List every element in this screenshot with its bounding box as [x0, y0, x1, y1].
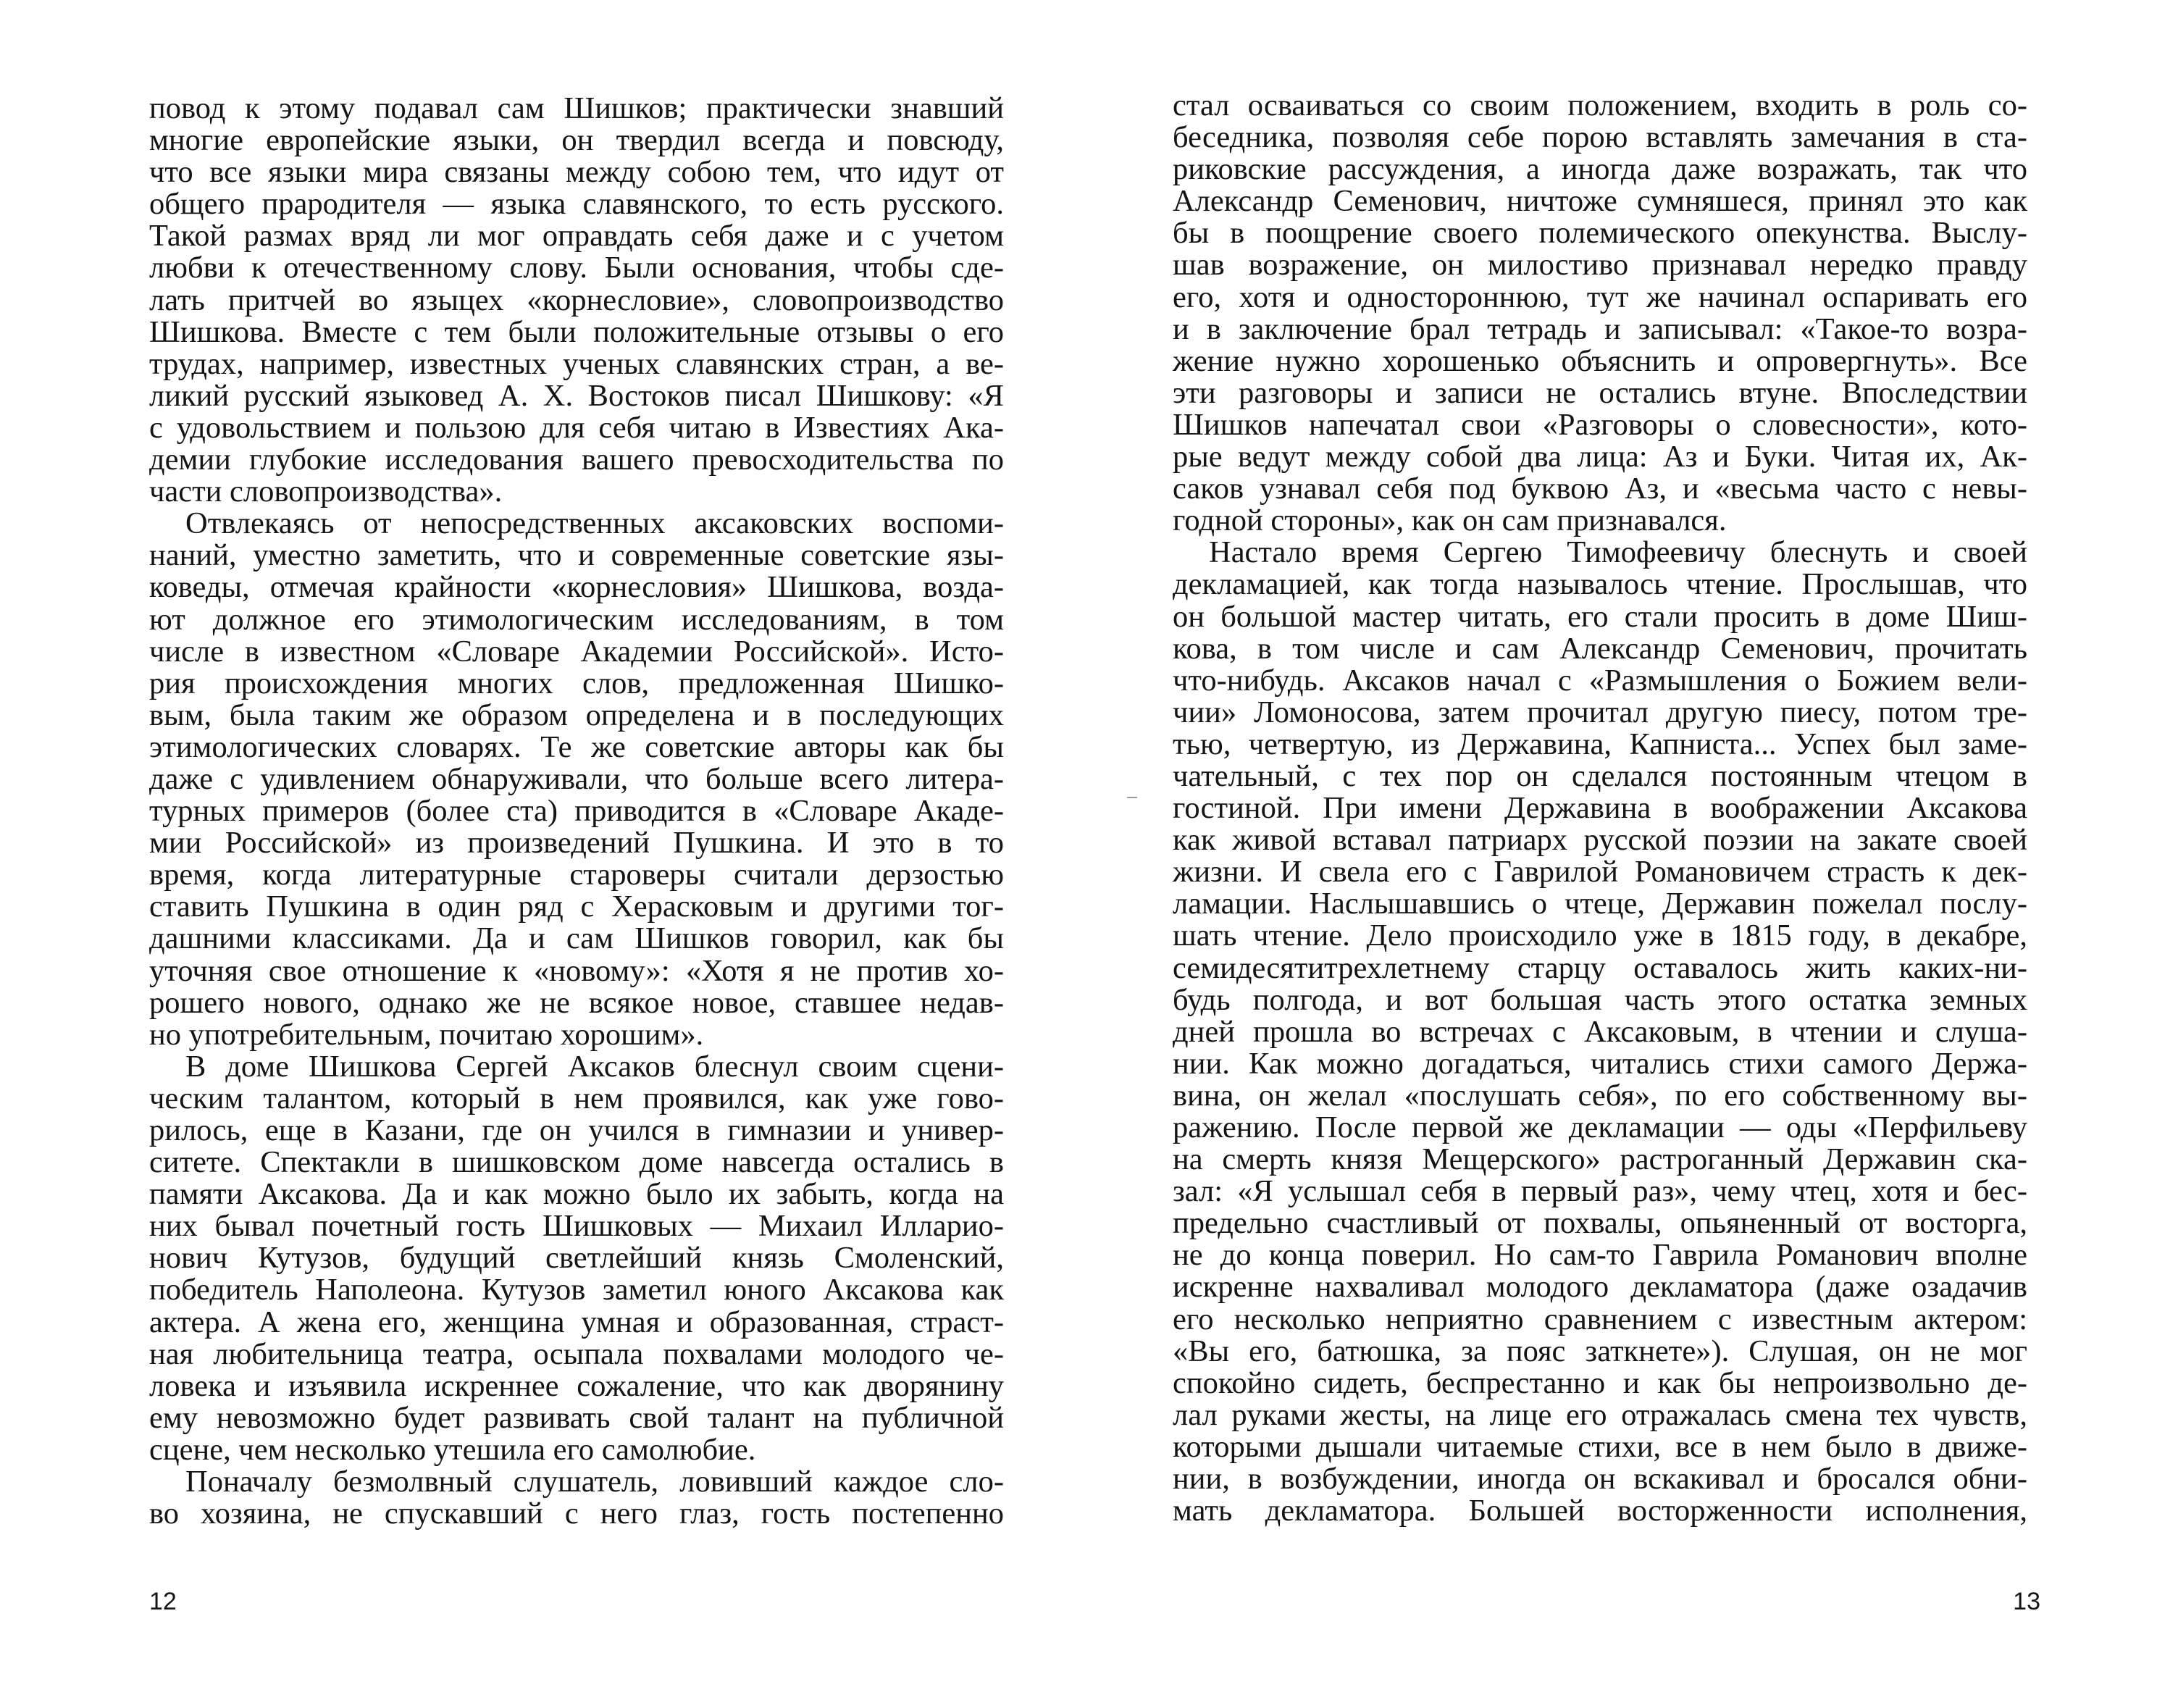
text-line: чательный, с тех пор он сделался постоянным чтецом в	[1173, 758, 2027, 793]
text-line: время, когда литературные староверы считали дерзостью	[149, 858, 1004, 892]
text-line: Поначалу безмолвный слушатель, ловивший каждое сло-	[185, 1465, 1004, 1499]
text-line: уточняя свое отношение к «новому»: «Хотя я не против хо-	[149, 953, 1004, 988]
text-line: Настало время Сергею Тимофеевичу блеснуть и своей	[1209, 535, 2027, 570]
left-page	[0, 0, 1078, 1708]
text-line: гостиной. При имени Державина в воображении Аксакова	[1173, 791, 2027, 826]
text-line: что все языки мира связаны между собою тем, что идут от	[149, 155, 1004, 190]
text-line: искренне нахваливал молодого декламатора (даже озадачив	[1173, 1270, 2027, 1305]
text-line: ражению. После первой же декламации — оды «Перфильеву	[1173, 1110, 2027, 1144]
text-line: рошего нового, однако же не всякое новое, ставшее недав-	[149, 985, 1004, 1020]
text-line: бы в поощрение своего полемического опекунства. Выслу-	[1173, 216, 2027, 251]
text-line: но употребительным, почитаю хорошим».	[149, 1017, 704, 1052]
text-line: кова, в том числе и сам Александр Семенович, прочитать	[1173, 631, 2027, 666]
text-line: ламации. Наслышавшись о чтеце, Державин пожелал послу-	[1173, 887, 2027, 921]
text-line: его, хотя и одностороннюю, тут же начинал оспаривать его	[1173, 280, 2027, 314]
text-line: победитель Наполеона. Кутузов заметил юного Аксакова как	[149, 1273, 1004, 1307]
text-line: этимологических словарях. Те же советские авторы как бы	[149, 729, 1004, 764]
right-page-number: 13	[2013, 1588, 2040, 1615]
text-line: он большой мастер читать, его стали просить в доме Шиш-	[1173, 599, 2027, 634]
text-line: трудах, например, известных ученых славянских стран, а ве-	[149, 346, 1004, 381]
text-line: ситете. Спектакли в шишковском доме навсегда остались в	[149, 1145, 1004, 1180]
text-line: как живой вставал патриарх русской поэзии на закате своей	[1173, 823, 2027, 858]
text-line: нии. Как можно догадаться, читались стихи самого Держа-	[1173, 1046, 2027, 1081]
text-line: памяти Аксакова. Да и как можно было их забыть, когда на	[149, 1177, 1004, 1212]
text-line: нии, в возбуждении, иногда он вскакивал и бросался обни-	[1173, 1462, 2027, 1496]
text-line: части словопроизводства».	[149, 474, 503, 509]
text-line: семидесятитрехлетнему старцу оставалось жить каких-ни-	[1173, 950, 2027, 985]
text-line: мии Российской» из произведений Пушкина. И это в то	[149, 826, 1004, 861]
text-line: даже с удивлением обнаруживали, что больше всего литера-	[149, 761, 1004, 796]
text-line: декламацией, как тогда называлось чтение. Прослышав, что	[1173, 567, 2027, 602]
text-line: спокойно сидеть, беспрестанно и как бы непроизвольно де-	[1173, 1365, 2027, 1400]
text-line: саков узнавал себя под буквою Аз, и «весьма часто с невы-	[1173, 472, 2027, 506]
text-line: В доме Шишкова Сергей Аксаков блеснул своим сцени-	[185, 1049, 1004, 1084]
text-line: повод к этому подавал сам Шишков; практически знавший	[149, 91, 1004, 125]
text-line: с удовольствием и пользою для себя читаю в Известиях Ака-	[149, 410, 1004, 445]
text-line: беседника, позволяя себе порою вставлять замечания в ста-	[1173, 120, 2027, 155]
text-line: на смерть князя Мещерского» растроганный Державин ска-	[1173, 1142, 2027, 1177]
text-line: и в заключение брал тетрадь и записывал: «Такое-то возра-	[1173, 311, 2027, 346]
text-line: общего прародителя — языка славянского, то есть русского.	[149, 187, 1004, 222]
text-line: жение нужно хорошенько объяснить и опровергнуть». Все	[1173, 343, 2027, 378]
left-page-text	[149, 93, 1004, 1530]
text-line: ему невозможно будет развивать свой талант на публичной	[149, 1400, 1004, 1435]
text-line: тью, четвертую, из Державина, Капниста... Успех был заме-	[1173, 727, 2027, 761]
text-line: турных примеров (более ста) приводится в «Словаре Акаде-	[149, 794, 1004, 829]
text-line: наний, уместно заметить, что и современные советские язы-	[149, 538, 1004, 573]
text-line: актера. А жена его, женщина умная и образованная, страст-	[149, 1305, 1004, 1339]
text-line: будь полгода, и вот большая часть этого остатка земных	[1173, 982, 2027, 1017]
text-line: Отвлекаясь от непосредственных аксаковских воспоми-	[185, 506, 1004, 541]
text-line: «Вы его, батюшка, за пояс заткнете»). Слушая, он не мог	[1173, 1334, 2027, 1368]
text-line: Шишков напечатал свои «Разговоры о словесности», кото-	[1173, 407, 2027, 442]
text-line: лал руками жесты, на лице его отражалась смена тех чувств,	[1173, 1397, 2027, 1432]
text-line: вым, была таким же образом определена и в последующих	[149, 698, 1004, 732]
text-line: вина, он желал «послушать себя», по его собственному вы-	[1173, 1078, 2027, 1113]
text-line: ловека и изъявила искреннее сожаление, что как дворянину	[149, 1368, 1004, 1403]
text-line: шать чтение. Дело происходило уже в 1815 году, в декабре,	[1173, 918, 2027, 953]
text-line: ликий русский языковед А. Х. Востоков писал Шишкову: «Я	[149, 378, 1004, 413]
text-line: Александр Семенович, ничтоже сумняшеся, принял это как	[1173, 184, 2027, 219]
right-page-text	[1173, 90, 2027, 1527]
text-line: рилось, еще в Казани, где он учился в гимназии и универ-	[149, 1113, 1004, 1147]
text-line: годной стороны», как он сам признавался.	[1173, 503, 1727, 538]
text-line: эти разговоры и записи не остались втуне. Впоследствии	[1173, 375, 2027, 410]
text-line: Шишкова. Вместе с тем были положительные отзывы о его	[149, 314, 1004, 349]
text-line: ная любительница театра, осыпала похвалами молодого че-	[149, 1336, 1004, 1371]
text-line: его несколько неприятно сравнением с известным актером:	[1173, 1302, 2027, 1336]
text-line: жизни. И свела его с Гаврилой Романовичем страсть к дек-	[1173, 855, 2027, 889]
text-line: Такой размах вряд ли мог оправдать себя даже и с учетом	[149, 219, 1004, 254]
text-line: коведы, отмечая крайности «корнесловия» Шишкова, возда-	[149, 570, 1004, 605]
text-line: которыми дышали читаемые стихи, все в нем было в движе-	[1173, 1429, 2027, 1464]
text-line: ческим талантом, который в нем проявился, как уже гово-	[149, 1081, 1004, 1115]
text-line: дней прошла во встречах с Аксаковым, в чтении и слуша-	[1173, 1014, 2027, 1049]
text-line: мать декламатора. Большей восторженности исполнения,	[1173, 1494, 2027, 1528]
text-line: ют должное его этимологическим исследованиям, в том	[149, 602, 1004, 637]
text-line: риковские рассуждения, а иногда даже возражать, так что	[1173, 152, 2027, 187]
text-line: не до конца поверил. Но сам-то Гаврила Романович вполне	[1173, 1238, 2027, 1273]
text-line: многие европейские языки, он твердил всегда и повсюду,	[149, 123, 1004, 158]
text-line: лать притчей во языцех «корнесловие», словопроизводство	[149, 282, 1004, 317]
text-line: сцене, чем несколько утешила его самолюбие.	[149, 1432, 756, 1467]
text-line: что-нибудь. Аксаков начал с «Размышления о Божием вели-	[1173, 663, 2027, 698]
text-line: во хозяина, не спускавший с него глаз, гость постепенно	[149, 1496, 1004, 1531]
left-page-number: 12	[149, 1588, 177, 1615]
text-line: любви к отечественному слову. Были основания, чтобы сде-	[149, 251, 1004, 285]
text-line: предельно счастливый от похвалы, опьяненный от восторга,	[1173, 1206, 2027, 1241]
text-line: числе в известном «Словаре Академии Российской». Исто-	[149, 634, 1004, 669]
text-line: рия происхождения многих слов, предложенная Шишко-	[149, 666, 1004, 700]
text-line: чии» Ломоносова, затем прочитал другую пиесу, потом тре-	[1173, 695, 2027, 729]
text-line: нович Кутузов, будущий светлейший князь Смоленский,	[149, 1241, 1004, 1276]
text-line: стал осваиваться со своим положением, входить в роль со-	[1173, 88, 2027, 122]
text-line: рые ведут между собой два лица: Аз и Буки. Читая их, Ак-	[1173, 440, 2027, 474]
right-page	[1078, 0, 2157, 1708]
text-line: ставить Пушкина в один ряд с Херасковым и другими тог-	[149, 889, 1004, 924]
text-line: дашними классиками. Да и сам Шишков говорил, как бы	[149, 921, 1004, 956]
text-line: демии глубокие исследования вашего превосходительства по	[149, 443, 1004, 477]
text-line: шав возражение, он милостиво признавал нередко правду	[1173, 248, 2027, 282]
text-line: зал: «Я услышал себя в первый раз», чему чтец, хотя и бес-	[1173, 1174, 2027, 1209]
text-line: них бывал почетный гость Шишковых — Михаил Илларио-	[149, 1209, 1004, 1244]
